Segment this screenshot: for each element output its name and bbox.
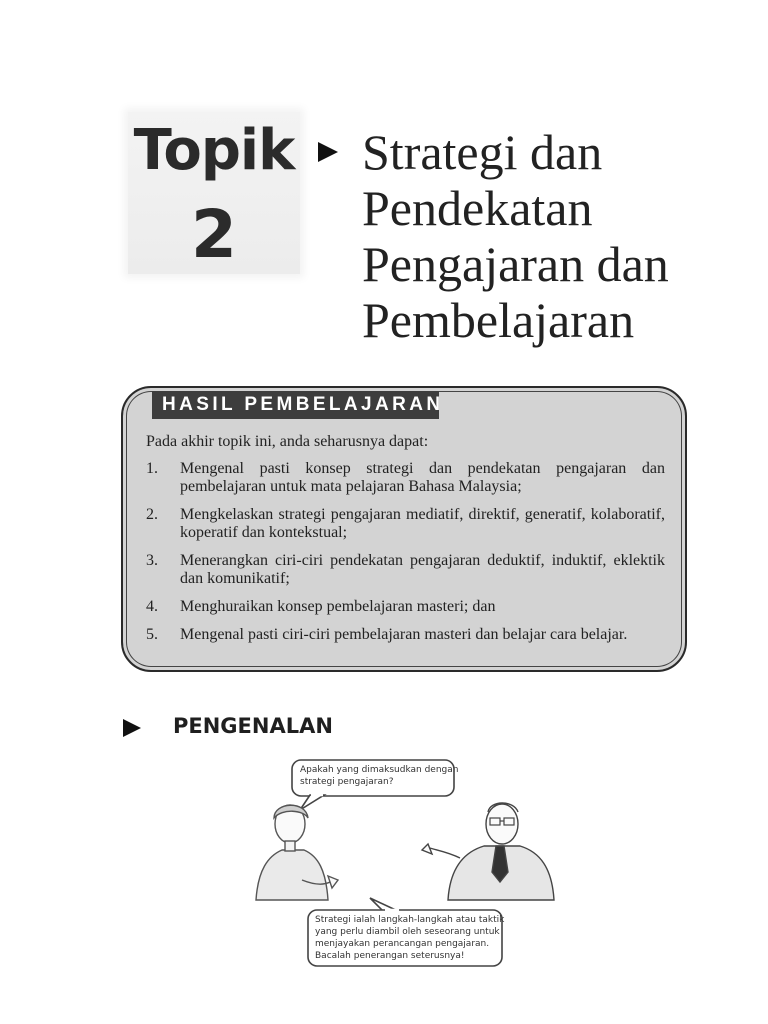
learning-outcomes-heading: HASIL PEMBELAJARAN [152, 391, 439, 419]
speech-bubble-question-text [300, 764, 458, 788]
item-text: Mengkelaskan strategi pengajaran mediatif, direktif, generatif, kolaboratif, koperatif dan kontekstual; [180, 506, 665, 541]
section-arrow-icon [122, 718, 142, 738]
topic-badge [128, 112, 300, 274]
bubble-line: Bacalah penerangan seterusnya! [315, 951, 465, 961]
man-figure-icon [422, 803, 554, 900]
list-item [146, 598, 665, 616]
bubble-line: yang perlu diambil oleh seseorang untuk [315, 927, 500, 937]
title-line: Pengajaran dan [362, 236, 669, 292]
item-number: 3. [146, 552, 158, 569]
topic-label: Topik [133, 118, 295, 183]
item-text: Menerangkan ciri-ciri pendekatan pengajaran deduktif, induktif, eklektik dan komunikatif; [180, 552, 665, 587]
item-number: 1. [146, 460, 158, 477]
speech-bubble-answer-text [315, 914, 504, 962]
title-line: Pembelajaran [362, 292, 635, 348]
list-item [146, 506, 665, 542]
bubble-line: Strategi ialah langkah-langkah atau taktik [315, 915, 505, 925]
item-number: 2. [146, 506, 158, 523]
title-line: Pendekatan [362, 180, 593, 236]
bubble-line: strategi pengajaran? [300, 777, 394, 787]
bubble-line: menjayakan perancangan pengajaran. [315, 939, 490, 949]
item-number: 5. [146, 626, 158, 643]
item-number: 4. [146, 598, 158, 615]
learning-outcomes-list [146, 460, 665, 654]
list-item [146, 552, 665, 588]
topic-number: 2 [191, 196, 237, 273]
item-text: Menghuraikan konsep pembelajaran masteri; dan [180, 598, 496, 615]
list-item [146, 626, 665, 644]
title-line: Strategi dan [362, 124, 603, 180]
learning-outcomes-intro: Pada akhir topik ini, anda seharusnya dapat: [146, 433, 429, 450]
woman-figure-icon [256, 805, 338, 900]
item-text: Mengenal pasti konsep strategi dan pendekatan pengajaran dan pembelajaran untuk mata pelajaran Bahasa Malaysia; [180, 460, 665, 495]
title-arrow-icon [317, 141, 339, 163]
section-heading: PENGENALAN [173, 714, 333, 738]
item-text: Mengenal pasti ciri-ciri pembelajaran masteri dan belajar cara belajar. [180, 626, 628, 643]
page-title [362, 124, 752, 348]
list-item [146, 460, 665, 496]
bubble-line: Apakah yang dimaksudkan dengan [300, 765, 459, 775]
